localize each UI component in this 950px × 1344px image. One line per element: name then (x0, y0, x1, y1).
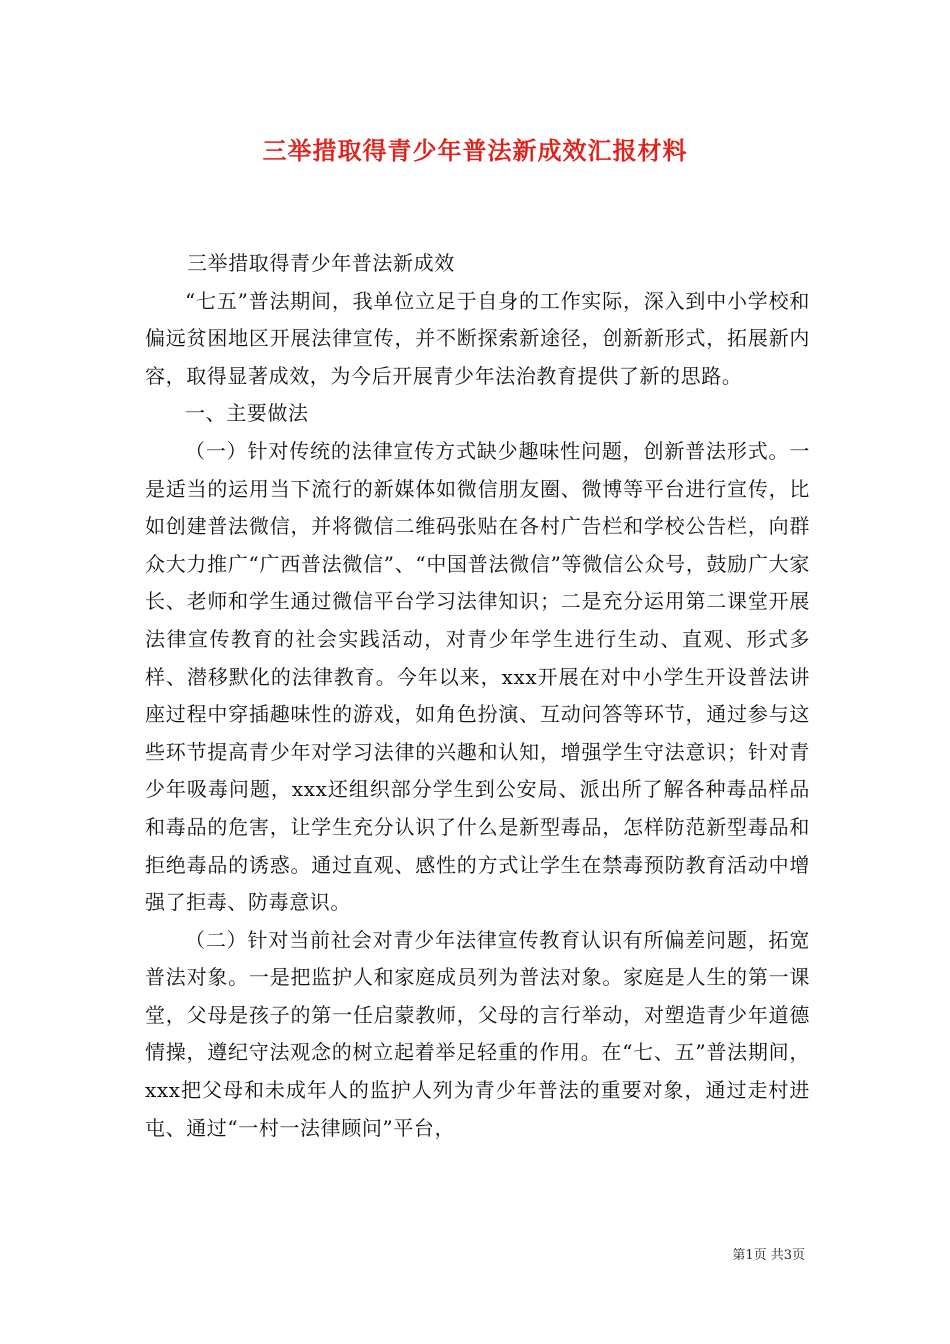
section-heading-main-practices: 一、主要做法 (185, 401, 309, 426)
document-body (145, 245, 810, 1147)
section-paragraph-1: （一）针对传统的法律宣传方式缺少趣味性问题，创新普法形式。一是适当的运用当下流行的新媒体如微信朋友圈、微博等平台进行宣传，比如创建普法微信，并将微信二维码张贴在各村广告栏和学校公告栏，向群众大力推广“广西普法微信”、“中国普法微信”等微信公众号，鼓励广大家长、老师和学生通过微信平台学习法律知识；二是充分运用第二课堂开展法律宣传教育的社会实践活动，对青少年学生进行生动、直观、形式多样、潜移默化的法律教育。今年以来，xxx开展在对中小学生开设普法讲座过程中穿插趣味性的游戏，如角色扮演、互动问答等环节，通过参与这些环节提高青少年对学习法律的兴趣和认知，增强学生守法意识；针对青少年吸毒问题，xxx还组织部分学生到公安局、派出所了解各种毒品样品和毒品的危害，让学生充分认识了什么是新型毒品，怎样防范新型毒品和拒绝毒品的诱惑。通过直观、感性的方式让学生在禁毒预防教育活动中增强了拒毒、防毒意识。 (145, 438, 810, 915)
section-paragraph-2: （二）针对当前社会对青少年法律宣传教育认识有所偏差问题，拓宽普法对象。一是把监护人和家庭成员列为普法对象。家庭是人生的第一课堂，父母是孩子的第一任启蒙教师，父母的言行举动，对塑造青少年道德情操，遵纪守法观念的树立起着举足轻重的作用。在“七、五”普法期间，xxx把父母和未成年人的监护人列为青少年普法的重要对象，通过走村进屯、通过“一村一法律顾问”平台， (145, 927, 810, 1140)
intro-paragraph: “七五”普法期间，我单位立足于自身的工作实际，深入到中小学校和偏远贫困地区开展法律宣传，并不断探索新途径，创新新形式，拓展新内容，取得显著成效，为今后开展青少年法治教育提供了新的思路。 (145, 288, 810, 388)
subtitle-paragraph: 三举措取得青少年普法新成效 (187, 251, 455, 275)
document-title: 三举措取得青少年普法新成效汇报材料 (262, 136, 688, 165)
page-number: 第1页 共3页 (732, 1248, 805, 1263)
